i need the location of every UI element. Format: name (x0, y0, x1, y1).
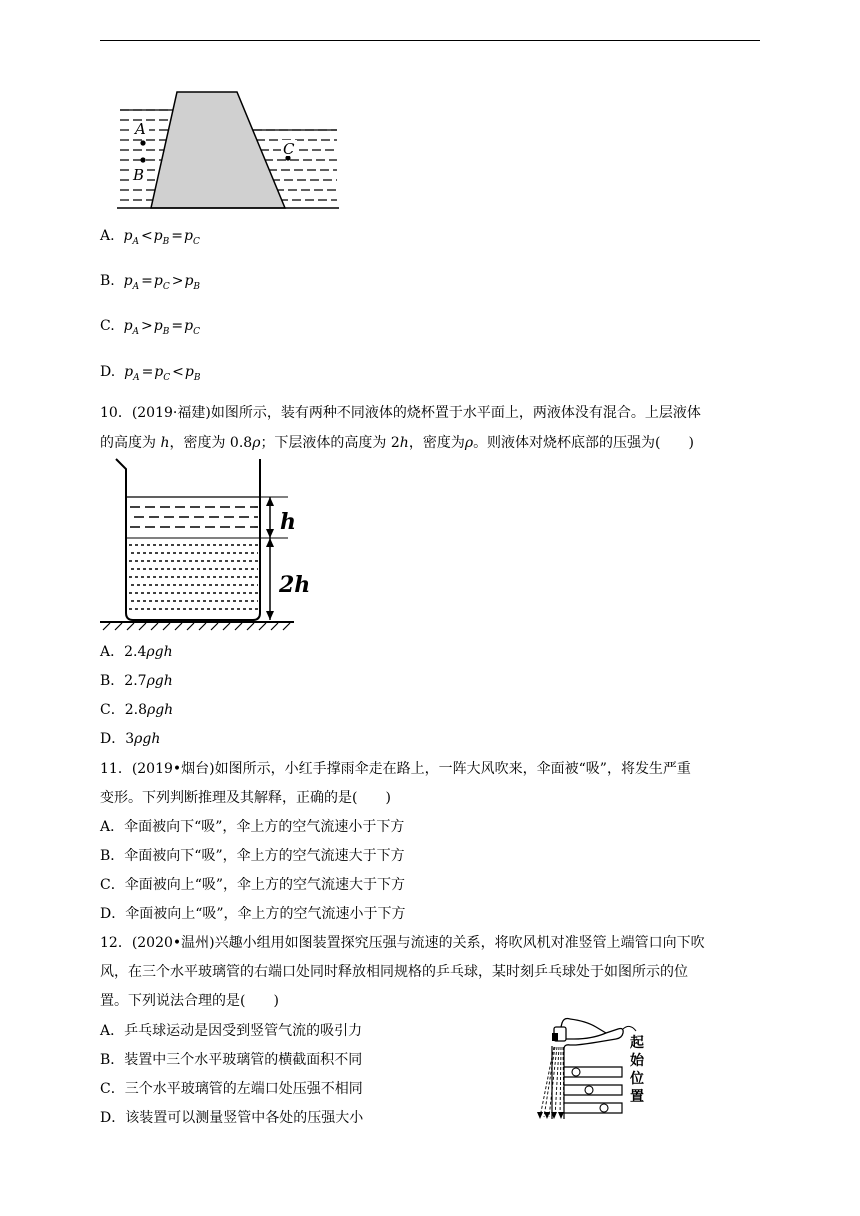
q11-option-d: D．伞面被向上“吸”，伞上方的空气流速小于下方 (100, 906, 406, 922)
start-label-char-1: 起 (630, 1035, 644, 1051)
q12-stem-line1: 12．(2020•温州)兴趣小组用如图装置探究压强与流速的关系，将吹风机对准竖管上端管口向下吹 (100, 935, 705, 951)
q12-option-a: A．乒乓球运动是因受到竖管气流的吸引力 (100, 1023, 363, 1039)
beaker-figure (98, 457, 311, 632)
q12-option-c: C．三个水平玻璃管的左端口处压强不相同 (100, 1081, 363, 1097)
start-label-char-3: 位 (630, 1071, 644, 1087)
q12-option-d: D．该装置可以测量竖管中各处的压强大小 (100, 1110, 364, 1126)
q10-option-b: B．2.7ρgh (100, 673, 173, 689)
q11-option-a: A．伞面被向下“吸”，伞上方的空气流速小于下方 (100, 819, 405, 835)
q10-option-a: A．2.4ρgh (100, 644, 173, 660)
q9-option-c: C. $p_A >p_B =p_C$ (100, 318, 200, 337)
q11-stem-line1: 11．(2019•烟台)如图所示，小红手撑雨伞走在路上，一阵大风吹来，伞面被“吸”，将发生严重 (100, 761, 691, 777)
q10-stem-line1: 10．(2019·福建)如图所示，装有两种不同液体的烧杯置于水平面上，两液体没有混合。上层液体 (100, 405, 701, 421)
blower-figure (530, 1013, 660, 1128)
header-rule (100, 40, 760, 41)
q9-option-d: D. $p_A =p_C <p_B$ (100, 364, 201, 383)
dam-figure (115, 88, 340, 213)
q11-option-b: B．伞面被向下“吸”，伞上方的空气流速大于下方 (100, 848, 405, 864)
q12-stem-line3: 置。下列说法合理的是( ) (100, 993, 279, 1009)
q10-option-c: C．2.8ρgh (100, 702, 174, 718)
point-a-label: A (135, 120, 146, 138)
q12-stem-line2: 风，在三个水平玻璃管的右端口处同时释放相同规格的乒乓球，某时刻乒乓球处于如图所示的位 (100, 964, 688, 980)
q12-option-b: B．装置中三个水平玻璃管的横截面积不同 (100, 1052, 363, 1068)
q11-option-c: C．伞面被向上“吸”，伞上方的空气流速大于下方 (100, 877, 406, 893)
q9-option-a: A. $p_A <p_B =p_C$ (100, 228, 200, 247)
upper-height-label: h (280, 509, 296, 535)
start-label-char-2: 始 (630, 1053, 644, 1069)
point-c-label: C (283, 140, 295, 158)
q9-option-b: B. $p_A =p_C >p_B$ (100, 273, 201, 292)
start-label-char-4: 置 (630, 1089, 644, 1105)
q11-stem-line2: 变形。下列判断推理及其解释，正确的是( ) (100, 790, 391, 806)
point-b-label: B (133, 166, 145, 184)
q10-option-d: D．3ρgh (100, 731, 161, 747)
q10-stem-line2: 的高度为 h，密度为 0.8ρ；下层液体的高度为 2h，密度为ρ。则液体对烧杯底部的压强为( ) (100, 435, 694, 451)
lower-height-label: 2h (279, 572, 311, 598)
